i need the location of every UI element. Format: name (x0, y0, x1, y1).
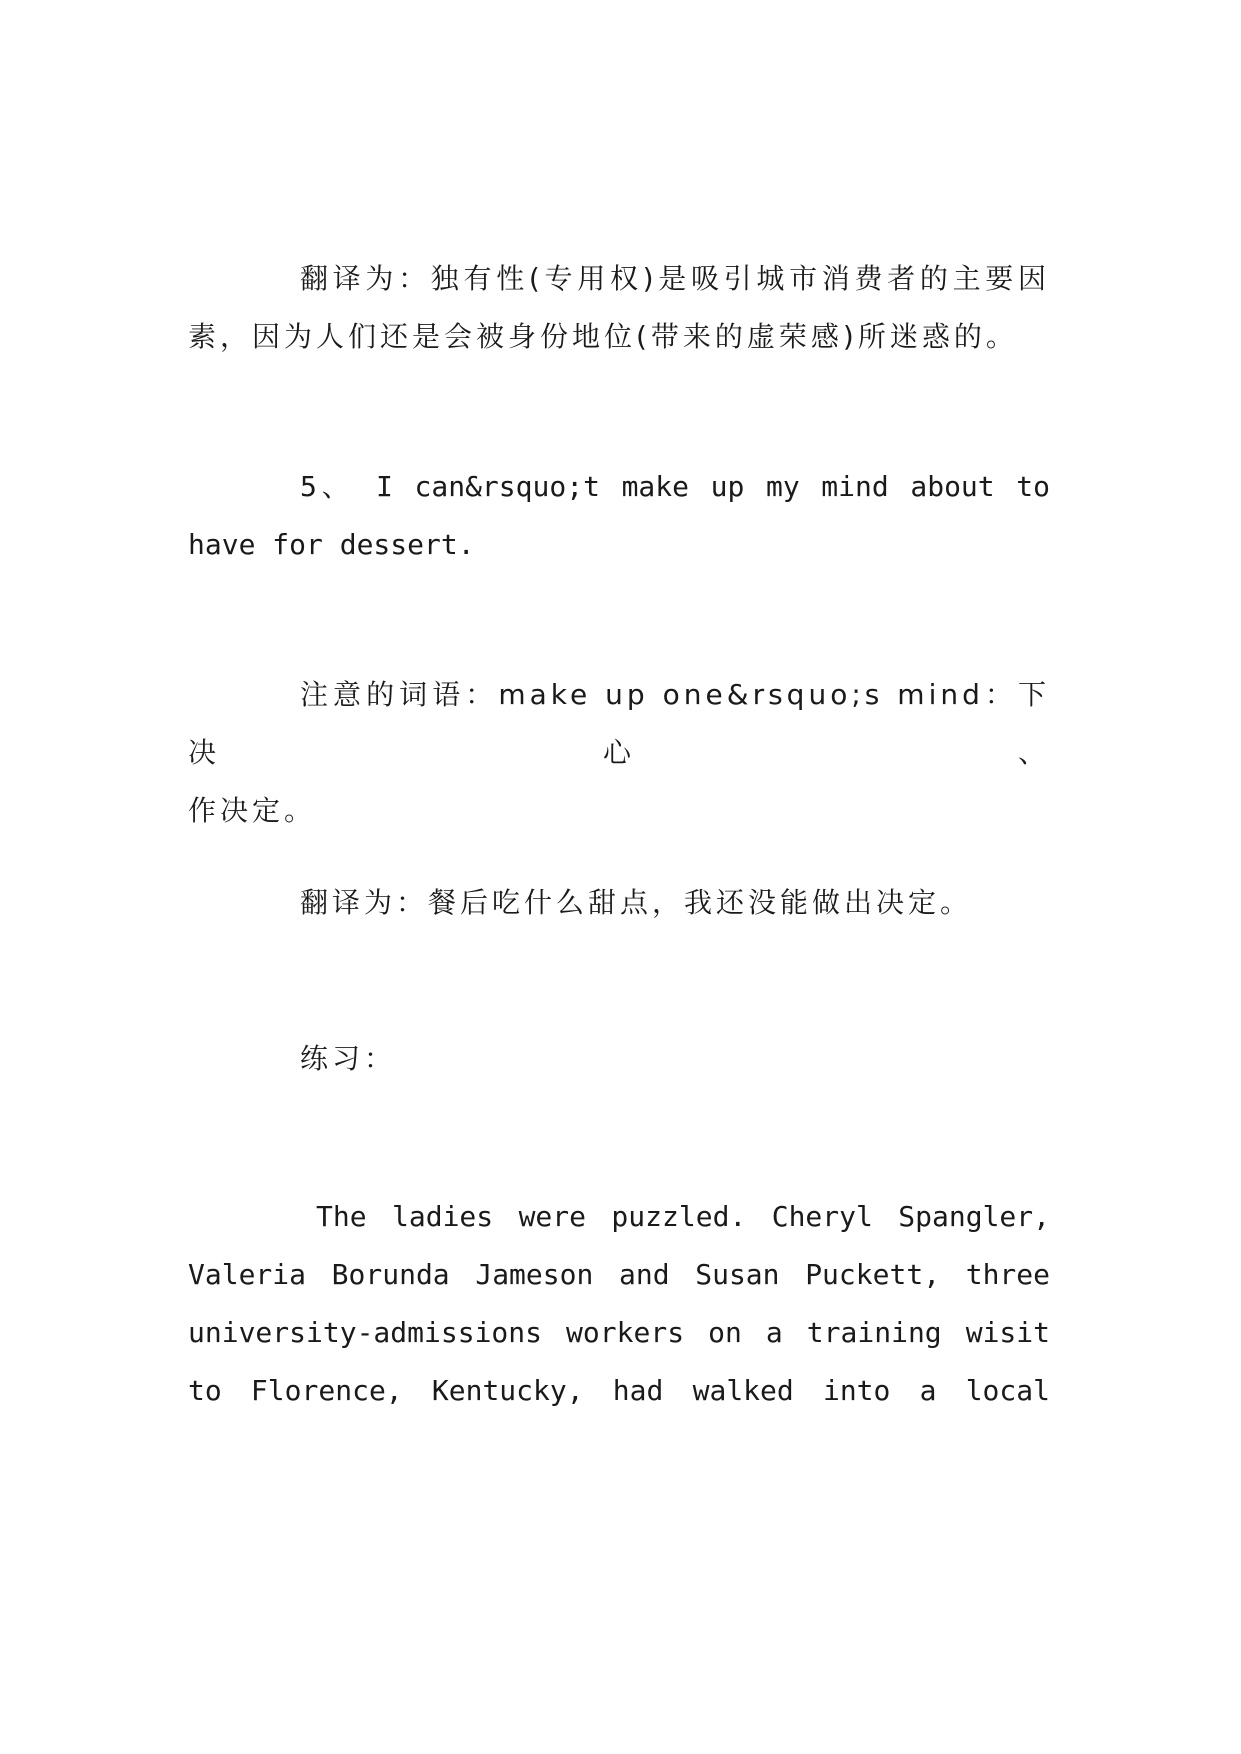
text-line: The ladies were puzzled. Cheryl Spangler, (316, 1200, 1050, 1233)
paragraph-translation-dessert (188, 874, 1050, 932)
text-line: 翻译为：独有性(专用权)是吸引城市消费者的主要因 (300, 262, 1050, 295)
text-line: 5、 I can&rsquo;t make up my mind about to (300, 470, 1050, 503)
text-line: 注意的词语：make up one&rsquo;s mind：下决心、 (188, 678, 1050, 769)
text-line: 素，因为人们还是会被身份地位(带来的虚荣感)所迷惑的。 (188, 320, 1018, 353)
paragraph-exercise-heading (188, 1030, 1050, 1088)
paragraph-exercise-passage (188, 1188, 1050, 1420)
paragraph-translation-exclusivity (188, 250, 1050, 366)
text-line: 作决定。 (188, 794, 317, 827)
paragraph-vocabulary-note (188, 666, 1050, 840)
text-line: 翻译为：餐后吃什么甜点，我还没能做出决定。 (300, 886, 973, 919)
text-line: 练习： (300, 1042, 397, 1075)
text-line: to Florence, Kentucky, had walked into a local (188, 1374, 1050, 1407)
text-line: university-admissions workers on a training wisit (188, 1316, 1050, 1349)
text-line: have for dessert. (188, 528, 475, 561)
text-line: Valeria Borunda Jameson and Susan Puckett, three (188, 1258, 1050, 1291)
paragraph-example-5 (188, 458, 1050, 574)
